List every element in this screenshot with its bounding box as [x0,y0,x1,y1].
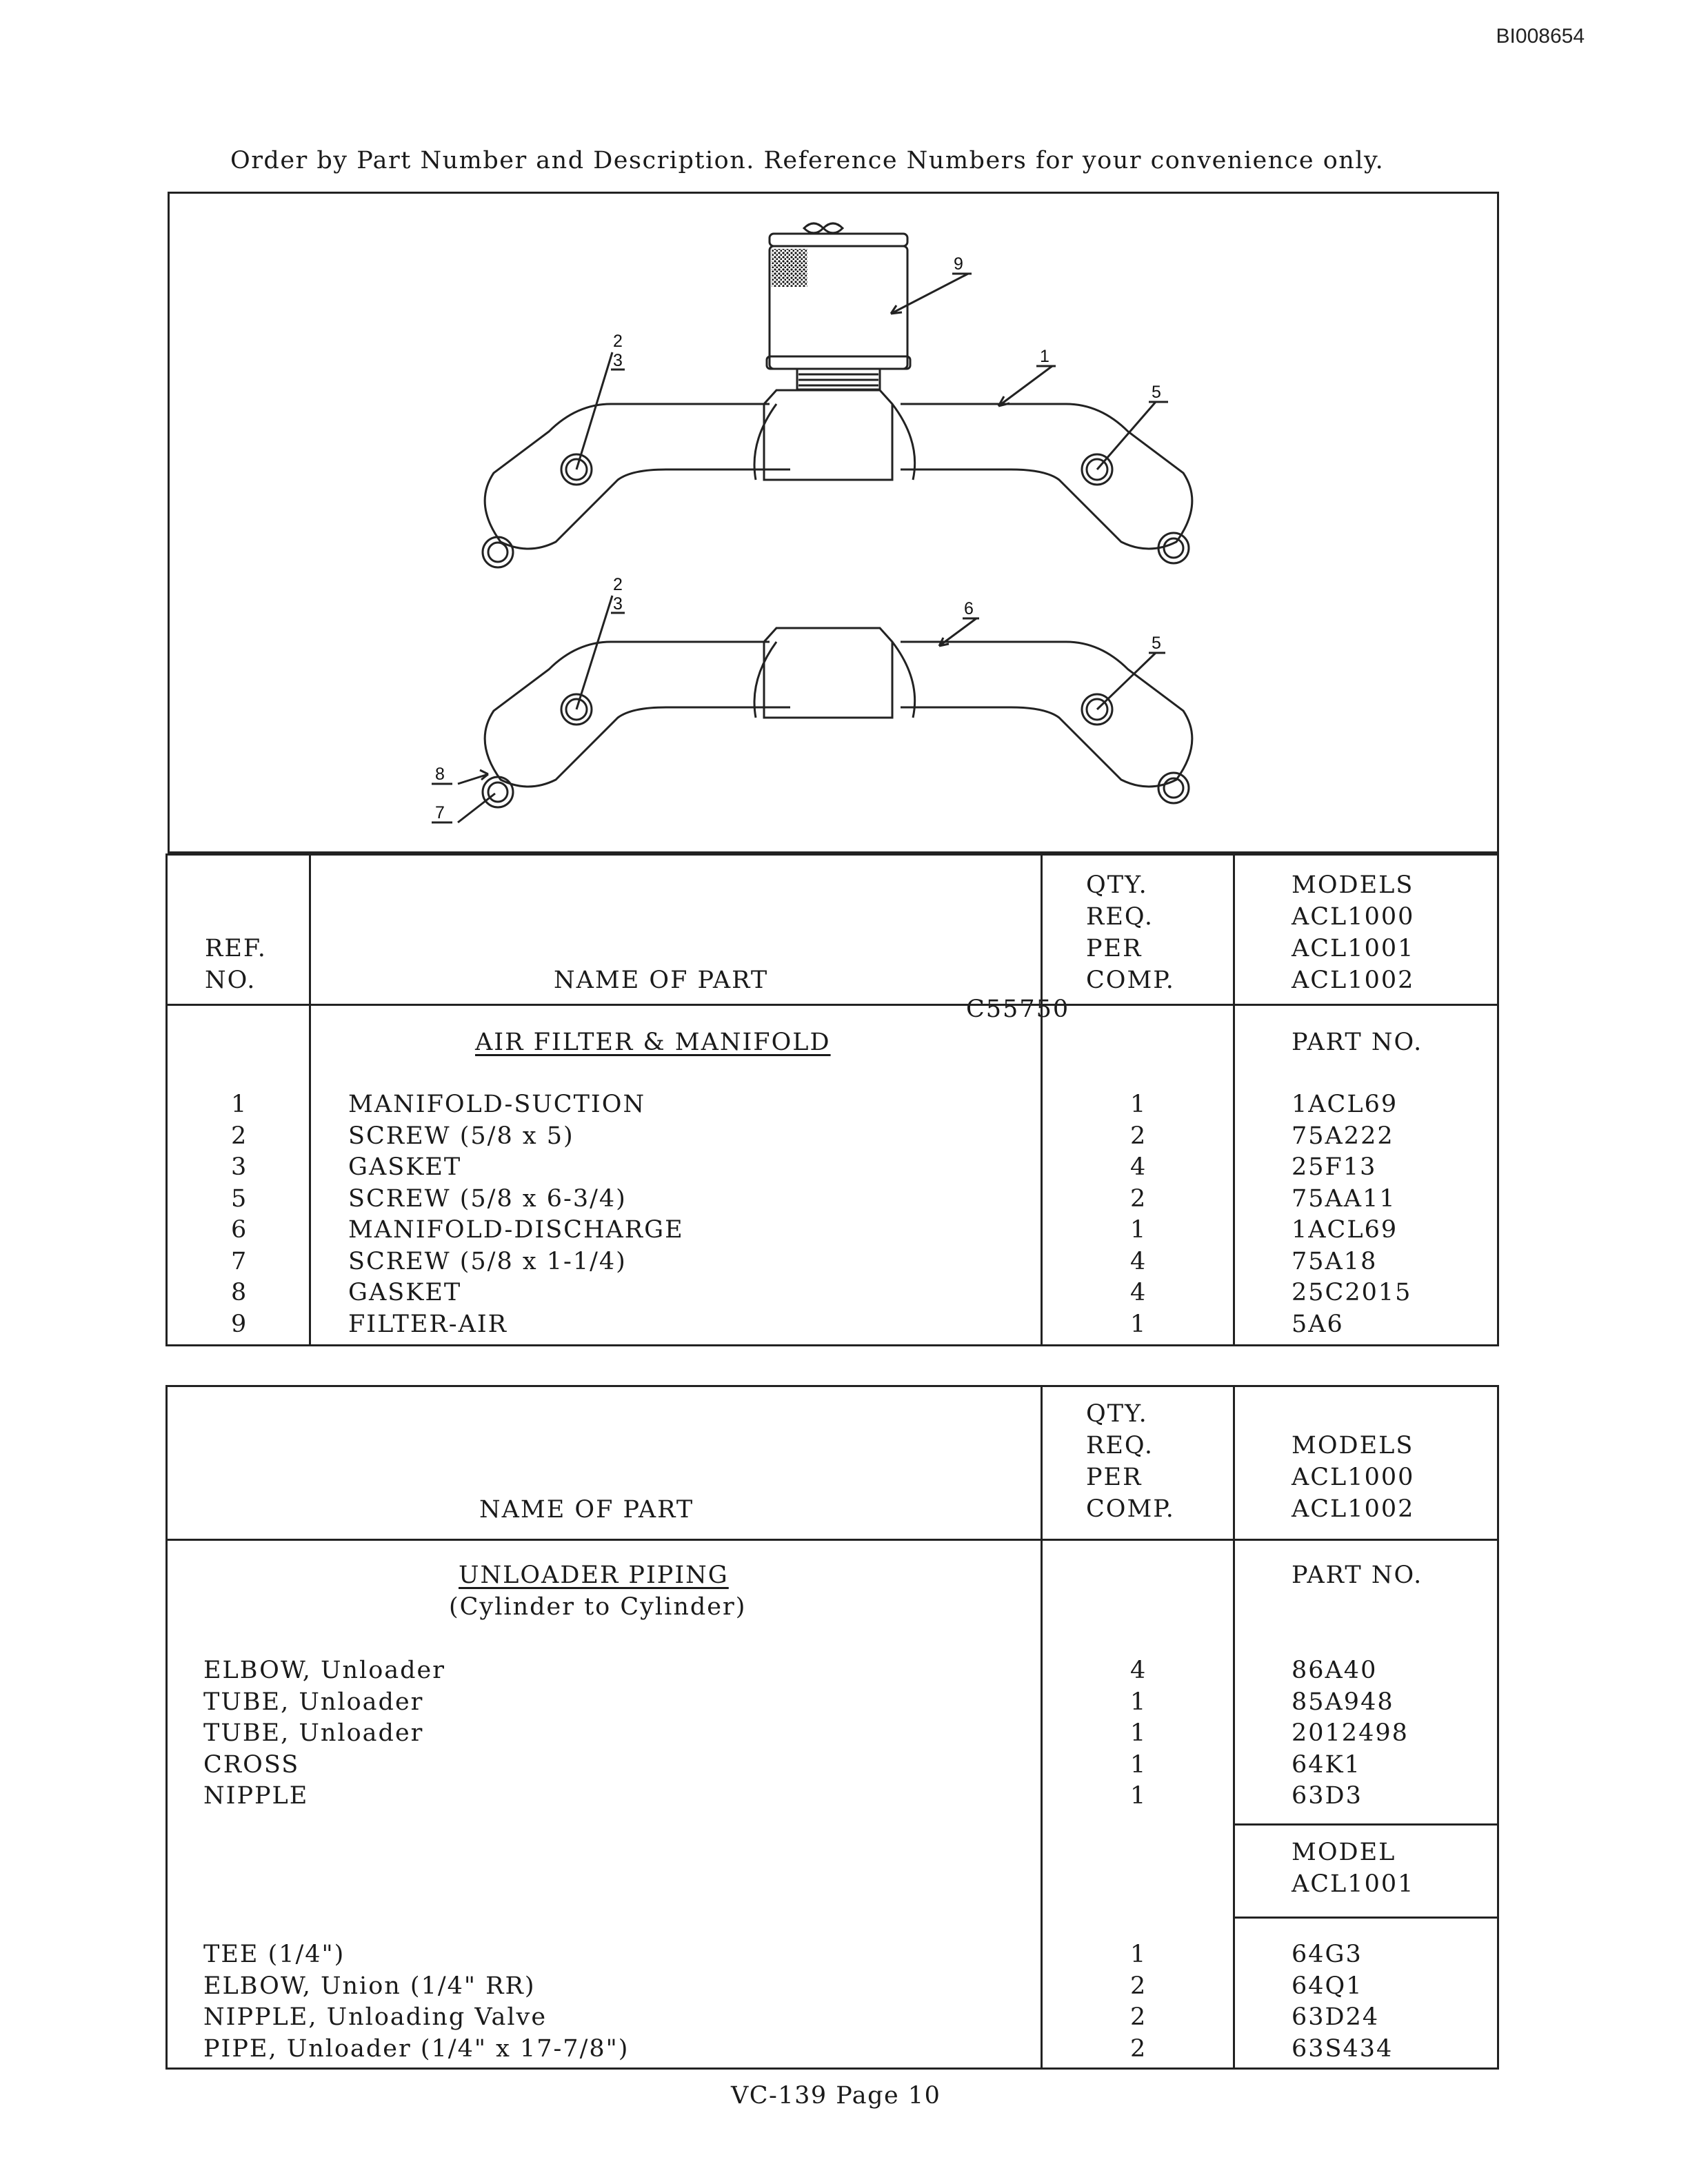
part-name: TUBE, Unloader [203,1719,424,1747]
part-number: 25F13 [1292,1153,1377,1181]
part-name: FILTER-AIR [348,1310,508,1338]
drawing-number: C55750 [966,995,1070,1023]
part-name: SCREW (5/8 x 1-1/4) [348,1247,627,1275]
qty-value: 1 [1130,1750,1147,1779]
qty-value: 2 [1130,1184,1147,1213]
part-name: TUBE, Unloader [203,1688,424,1716]
air-filter-manifold-table [165,853,1499,1346]
models-header-2: MODELS ACL1000 ACL1002 [1292,1432,1415,1523]
part-name: MANIFOLD-DISCHARGE [348,1216,684,1244]
qty-header: QTY. REQ. PER COMP. [1086,871,1175,994]
part-name: SCREW (5/8 x 6-3/4) [348,1184,627,1213]
part-number: 63S434 [1292,2034,1394,2063]
ref-number: 7 [231,1247,248,1275]
leader-5a [1097,402,1156,469]
part-name: SCREW (5/8 x 5) [348,1122,574,1150]
document-id: BI008654 [1496,25,1585,48]
qty-value: 1 [1130,1941,1147,1968]
callout-5-top: 5 [1152,383,1161,402]
part-name: PIPE, Unloader (1/4" x 17-7/8") [203,2034,630,2063]
part-number: 63D3 [1292,1782,1363,1810]
ref-number: 9 [231,1310,248,1338]
qty-value: 1 [1130,1216,1147,1244]
callout-3-top: 3 [613,351,623,370]
callout-2-bottom: 2 [613,575,623,594]
callout-2-top: 2 [613,332,623,351]
callout-5-bottom: 5 [1152,634,1161,653]
part-name: GASKET [348,1153,462,1181]
models-header: MODELS ACL1000 ACL1001 ACL1002 [1292,871,1415,994]
part-name: MANIFOLD-SUCTION [348,1091,646,1118]
part-name: TEE (1/4") [203,1941,345,1968]
part-number: 64G3 [1292,1941,1363,1968]
qty-value: 4 [1130,1657,1147,1684]
qty-value: 2 [1130,2003,1147,2031]
qty-value: 4 [1130,1247,1147,1275]
leader-1 [998,366,1052,406]
callout-8: 8 [435,765,445,784]
callout-7: 7 [435,803,445,822]
filter-wing-nut [804,223,843,233]
ref-number: 6 [231,1216,248,1244]
part-number: 75A18 [1292,1247,1378,1275]
part-name: NIPPLE, Unloading Valve [203,2003,547,2031]
ref-header-line1: REF. [205,935,267,962]
page-footer: VC-139 Page 10 [731,2082,941,2110]
ref-number: 2 [231,1122,248,1150]
callout-6: 6 [964,599,974,618]
part-no-label: PART NO. [1292,1029,1423,1056]
qty-value: 4 [1130,1153,1147,1181]
name-of-part-header: NAME OF PART [554,967,769,994]
part-name: ELBOW, Union (1/4" RR) [203,1972,536,2000]
unloader-piping-table [165,1385,1499,2070]
section-subtitle-unloader: (Cylinder to Cylinder) [449,1593,747,1621]
suction-manifold-icon [483,390,1192,567]
discharge-manifold-icon [483,628,1192,807]
callout-3-bottom: 3 [613,594,623,614]
leader-2-3b [576,596,612,709]
part-number: 2012498 [1292,1719,1409,1747]
part-number: 86A40 [1292,1657,1378,1684]
manifold-drawing [170,194,1501,856]
part-name: NIPPLE [203,1782,309,1810]
leader-8 [458,770,488,784]
part-number: 1ACL69 [1292,1091,1398,1118]
leader-5b [1097,653,1156,709]
name-of-part-header-2: NAME OF PART [479,1496,694,1524]
qty-value: 2 [1130,1972,1147,2000]
callout-1: 1 [1040,347,1049,366]
order-instructions: Order by Part Number and Description. Reference Numbers for your convenience only. [230,147,1385,174]
ref-number: 1 [231,1091,248,1118]
qty-value: 4 [1130,1279,1147,1306]
part-number: 64Q1 [1292,1972,1363,2000]
leader-7 [458,793,495,822]
ref-number: 3 [231,1153,248,1181]
leader-9 [891,274,968,314]
callout-9: 9 [954,254,963,274]
part-number: 25C2015 [1292,1279,1412,1306]
section-title-unloader: UNLOADER PIPING [459,1561,729,1589]
part-number: 85A948 [1292,1688,1394,1716]
qty-value: 2 [1130,2034,1147,2063]
air-filter-icon [770,234,907,246]
part-number: 75A222 [1292,1122,1394,1150]
qty-value: 1 [1130,1091,1147,1118]
qty-header-2: QTY. REQ. PER COMP. [1086,1400,1175,1523]
qty-value: 1 [1130,1782,1147,1810]
part-number: 75AA11 [1292,1184,1396,1213]
part-number: 5A6 [1292,1310,1344,1338]
ref-number: 8 [231,1279,248,1306]
part-number: 1ACL69 [1292,1216,1398,1244]
leader-2-3a [576,352,612,469]
ref-number: 5 [231,1184,248,1213]
model-acl1001-header: MODEL ACL1001 [1292,1839,1415,1898]
part-no-label-2: PART NO. [1292,1561,1423,1589]
qty-value: 2 [1130,1122,1147,1150]
part-number: 64K1 [1292,1750,1361,1779]
part-name: CROSS [203,1750,300,1779]
qty-value: 1 [1130,1310,1147,1338]
part-name: ELBOW, Unloader [203,1657,445,1684]
section-title-air-filter: AIR FILTER & MANIFOLD [475,1029,831,1056]
ref-header-line2: NO. [205,967,257,994]
qty-value: 1 [1130,1719,1147,1747]
qty-value: 1 [1130,1688,1147,1716]
part-name: GASKET [348,1279,462,1306]
part-number: 63D24 [1292,2003,1380,2031]
